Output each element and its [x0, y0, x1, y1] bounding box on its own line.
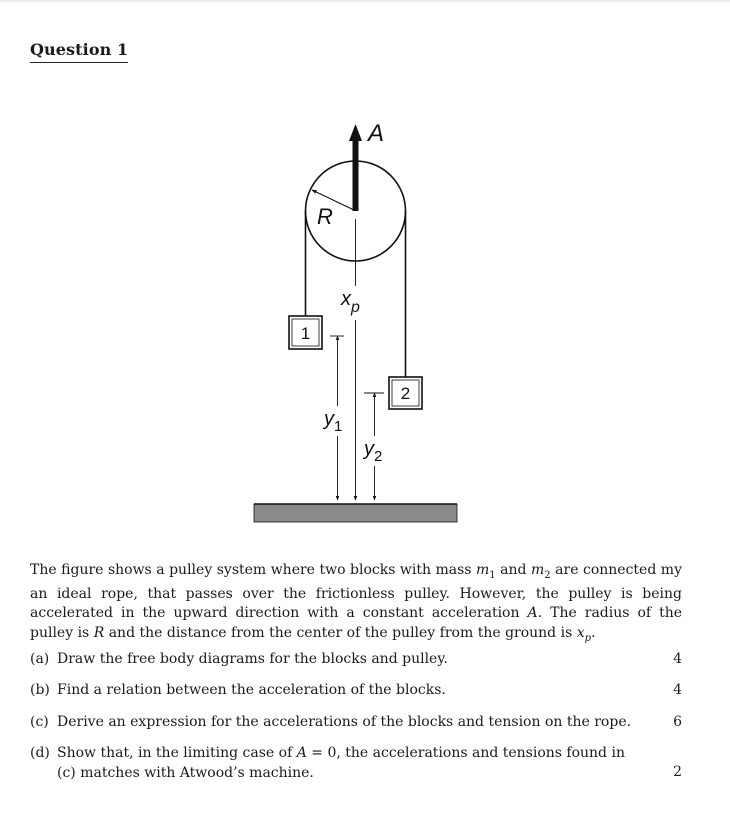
part-d-label: (d) — [30, 745, 50, 761]
part-c-label: (c) — [30, 714, 49, 730]
part-c-text: Derive an expression for the accelerations of the blocks and tension on the rope. — [57, 714, 632, 730]
part-a-label: (a) — [30, 651, 50, 667]
part-a-text: Draw the free body diagrams for the blocks and pulley. — [57, 651, 448, 667]
block-1-label: 1 — [300, 324, 311, 343]
part-d-marks: 2 — [673, 764, 682, 780]
part-b-marks: 4 — [673, 682, 682, 698]
radius-label: R — [317, 204, 333, 229]
problem-statement: The figure shows a pulley system where two blocks with mass $m_1$ and $m_2$ are connected my an ideal rope, that passes over the frictionless pulley. However, the pulley is being accelerated in the upward direction with a constant acceleration A. The radius of the pulley is R and the distance from the center of the pulley from the ground is $x_p$. — [30, 562, 683, 644]
part-b-label: (b) — [30, 682, 50, 698]
y1-label: $y_1$ — [324, 408, 343, 435]
acceleration-label: A — [368, 120, 385, 147]
question-title: Question 1 — [30, 40, 128, 63]
block-2-label: 2 — [400, 384, 411, 403]
part-a-marks: 4 — [673, 651, 682, 667]
part-b-text: Find a relation between the acceleration of the blocks. — [57, 682, 446, 698]
y2-label: $y_2$ — [364, 438, 383, 465]
acceleration-arrowhead — [349, 124, 362, 141]
xp-label: $x_p$ — [341, 288, 360, 316]
ground — [254, 504, 457, 522]
part-d-text: Show that, in the limiting case of A = 0, the accelerations and tensions found in (c) matches with Atwood’s machine. — [57, 745, 625, 781]
part-c-marks: 6 — [673, 714, 682, 730]
